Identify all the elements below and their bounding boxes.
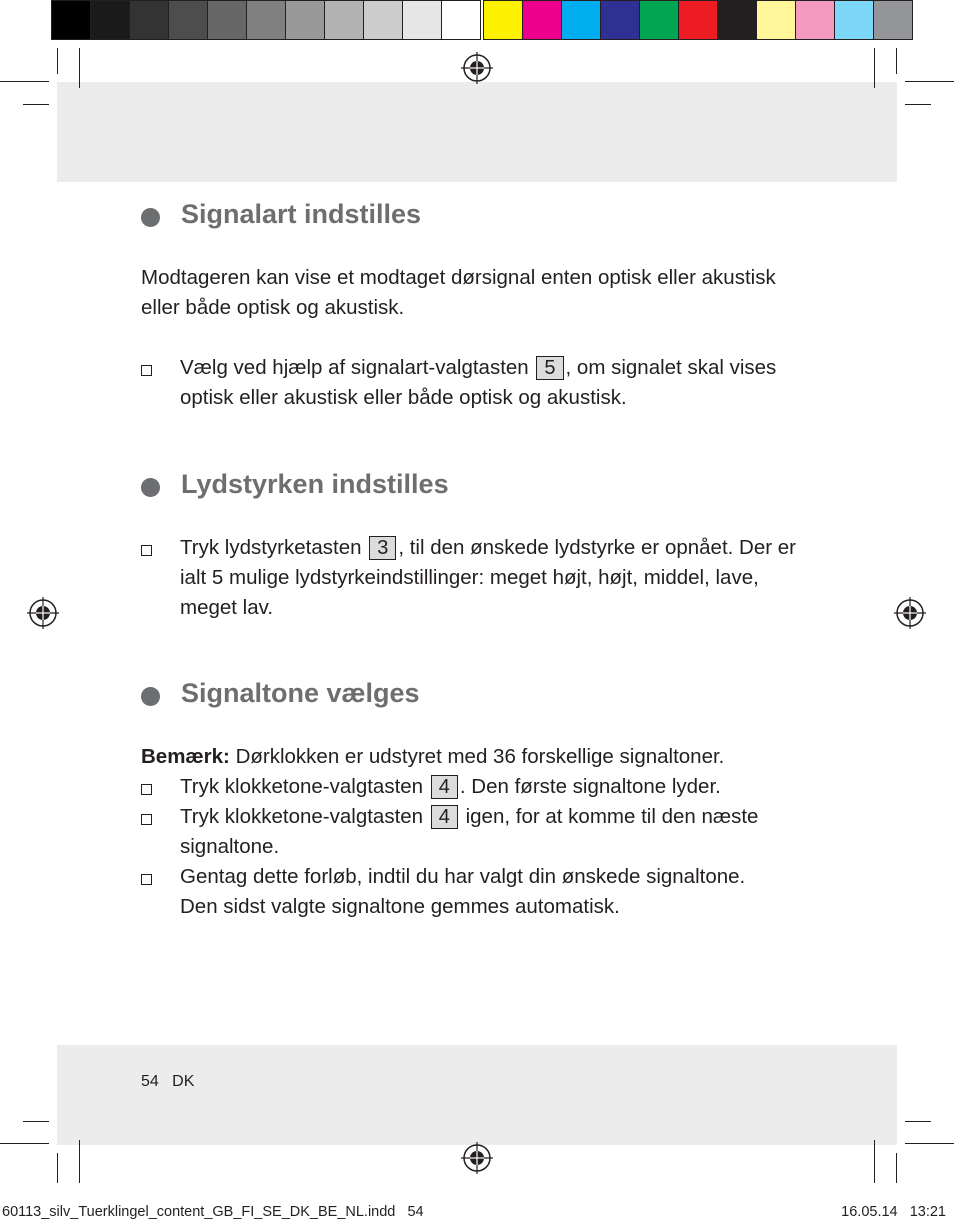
color-swatch xyxy=(562,0,601,40)
color-swatch xyxy=(325,0,364,40)
color-swatch xyxy=(601,0,640,40)
crop-mark xyxy=(57,48,58,74)
color-swatch xyxy=(286,0,325,40)
crop-mark xyxy=(874,1140,875,1183)
crop-mark xyxy=(0,1143,49,1144)
step-text-part: , til den ønskede lydstyrke er opnået. Der er xyxy=(398,536,797,559)
crop-mark xyxy=(905,1121,931,1122)
color-swatch xyxy=(757,0,796,40)
color-swatch xyxy=(483,0,523,40)
color-swatch xyxy=(796,0,835,40)
heading-bullet-icon xyxy=(141,208,160,227)
note-paragraph xyxy=(141,742,724,772)
color-swatch xyxy=(718,0,757,40)
intro-paragraph-line: eller både optisk og akustisk. xyxy=(141,296,405,319)
heading-bullet-icon xyxy=(141,478,160,497)
slug-file-name: 60113_silv_Tuerklingel_content_GB_FI_SE_DK_BE_NL.indd 54 xyxy=(2,1204,424,1220)
key-label-4: 4 xyxy=(431,775,458,799)
step-checkbox-icon xyxy=(141,545,152,556)
registration-mark-icon xyxy=(461,1142,493,1174)
footer-band xyxy=(57,1045,897,1145)
language-code: DK xyxy=(172,1073,195,1090)
key-label-5: 5 xyxy=(536,356,563,380)
step-text-part: Vælg ved hjælp af signalart-valgtasten xyxy=(180,356,529,379)
step-text-part: Tryk klokketone-valgtasten xyxy=(180,775,424,798)
step-text xyxy=(180,802,758,832)
crop-mark xyxy=(905,81,954,82)
slug-date: 16.05.14 xyxy=(841,1204,898,1220)
crop-mark xyxy=(905,104,931,105)
color-swatch xyxy=(51,0,91,40)
grayscale-color-bar xyxy=(51,0,481,40)
color-swatch xyxy=(364,0,403,40)
step-text xyxy=(180,353,776,383)
step-text: optisk eller akustisk eller både optisk og akustisk. xyxy=(180,386,627,409)
color-swatch xyxy=(874,0,913,40)
crop-mark xyxy=(79,1140,80,1183)
crop-mark xyxy=(905,1143,954,1144)
color-swatch xyxy=(679,0,718,40)
note-label: Bemærk: xyxy=(141,745,230,768)
crop-mark xyxy=(896,1153,897,1183)
color-swatch xyxy=(442,0,481,40)
page-number xyxy=(141,1073,194,1091)
step-text-part: , om signalet skal vises xyxy=(565,356,777,379)
color-swatch xyxy=(208,0,247,40)
step-text xyxy=(180,772,721,802)
section-heading-signal-type: Signalart indstilles xyxy=(181,199,422,229)
step-checkbox-icon xyxy=(141,784,152,795)
step-text xyxy=(180,533,796,563)
step-text: ialt 5 mulige lydstyrkeindstillinger: meget højt, højt, middel, lave, xyxy=(180,566,759,589)
step-text-part: igen, for at komme til den næste xyxy=(459,805,759,828)
header-band xyxy=(57,82,897,182)
step-text: signaltone. xyxy=(180,835,280,858)
crop-mark xyxy=(896,48,897,74)
color-swatch xyxy=(247,0,286,40)
crop-mark xyxy=(23,104,49,105)
crop-mark xyxy=(0,81,49,82)
crop-mark xyxy=(874,48,875,88)
color-swatch xyxy=(169,0,208,40)
crop-mark xyxy=(23,1121,49,1122)
step-checkbox-icon xyxy=(141,874,152,885)
crop-mark xyxy=(57,1153,58,1183)
page-number-value: 54 xyxy=(141,1073,159,1090)
key-label-4: 4 xyxy=(431,805,458,829)
color-swatch xyxy=(835,0,874,40)
color-swatch xyxy=(130,0,169,40)
slug-time: 13:21 xyxy=(909,1204,946,1220)
intro-paragraph-line: Modtageren kan vise et modtaget dørsignal enten optisk eller akustisk xyxy=(141,266,776,289)
step-text-part: Tryk klokketone-valgtasten xyxy=(180,805,424,828)
slug-date-time xyxy=(841,1204,946,1220)
color-swatch xyxy=(91,0,130,40)
registration-mark-icon xyxy=(27,597,59,629)
section-heading-volume: Lydstyrken indstilles xyxy=(181,469,449,499)
registration-mark-icon xyxy=(461,52,493,84)
key-label-3: 3 xyxy=(369,536,396,560)
note-text: Dørklokken er udstyret med 36 forskellige signaltoner. xyxy=(229,745,725,768)
registration-mark-icon xyxy=(894,597,926,629)
crop-mark xyxy=(79,48,80,88)
step-text: meget lav. xyxy=(180,596,274,619)
color-swatch xyxy=(403,0,442,40)
color-swatch xyxy=(523,0,562,40)
step-text-part: Tryk lydstyrketasten xyxy=(180,536,362,559)
step-checkbox-icon xyxy=(141,365,152,376)
color-swatch xyxy=(640,0,679,40)
process-color-bar xyxy=(483,0,913,40)
step-checkbox-icon xyxy=(141,814,152,825)
step-text-part: . Den første signaltone lyder. xyxy=(459,775,721,798)
step-text: Den sidst valgte signaltone gemmes automatisk. xyxy=(180,895,620,918)
step-text: Gentag dette forløb, indtil du har valgt din ønskede signaltone. xyxy=(180,865,746,888)
section-heading-ringtone: Signaltone vælges xyxy=(181,678,420,708)
heading-bullet-icon xyxy=(141,687,160,706)
